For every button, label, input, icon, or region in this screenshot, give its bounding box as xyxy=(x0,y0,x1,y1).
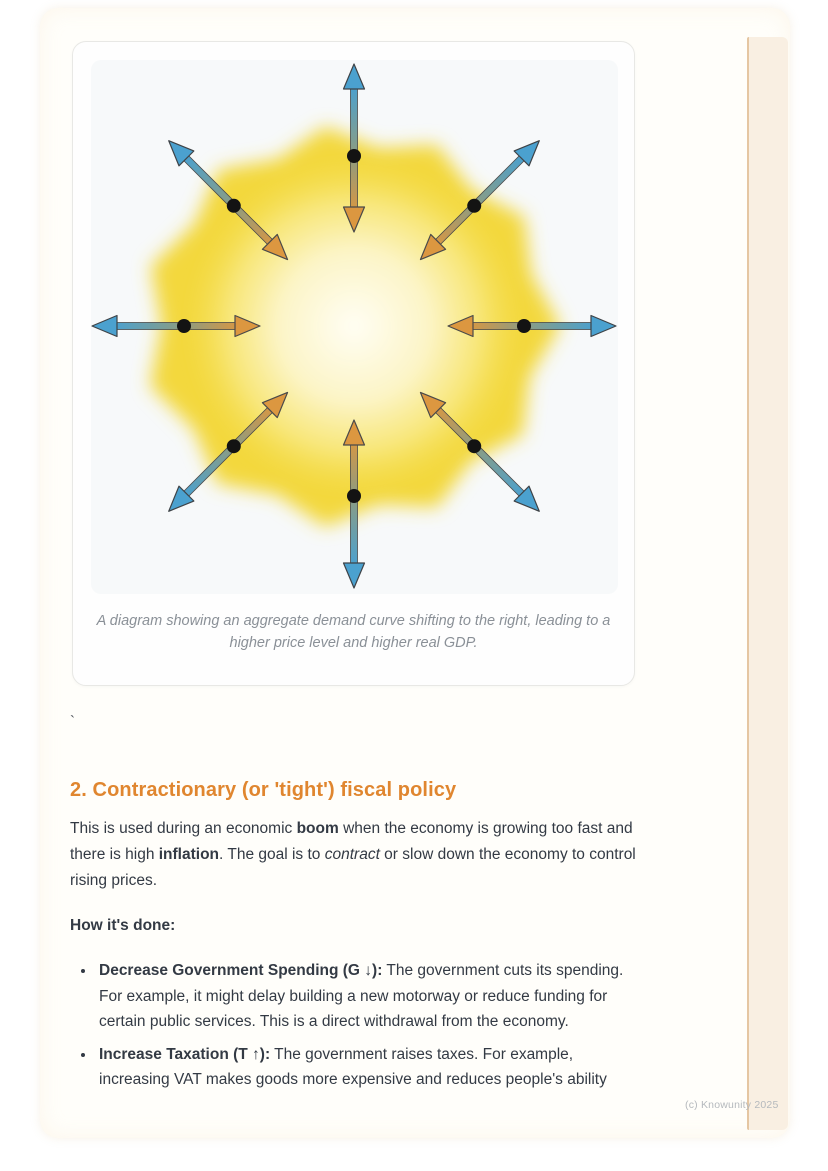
list-item xyxy=(96,1042,636,1093)
intro-italic-contract: contract xyxy=(324,846,380,863)
bullet-list xyxy=(80,958,636,1093)
intro-paragraph xyxy=(70,816,636,894)
figure-card xyxy=(72,41,635,686)
article-body xyxy=(70,712,636,1100)
bullet-bold-lead: Decrease Government Spending (G ↓): xyxy=(99,962,383,979)
intro-text: when the economy is growing too fast and there is high xyxy=(70,820,633,863)
intro-bold-inflation: inflation xyxy=(158,846,220,863)
bullet-bold-lead: Increase Taxation (T ↑): xyxy=(99,1045,271,1063)
stray-backtick: ` xyxy=(70,713,75,730)
intro-bold-boom: boom xyxy=(296,820,339,837)
bullet-text: The government raises taxes. For example, increasing VAT makes goods more expensive and reduces people's ability xyxy=(99,1045,607,1088)
intro-text: This is used during an economic xyxy=(70,820,297,837)
intro-text: or slow down the economy to control rising prices. xyxy=(70,846,636,889)
copyright-watermark: (c) Knowunity 2025 xyxy=(685,1099,779,1111)
document-panel xyxy=(40,8,790,1138)
intro-text: . The goal is to xyxy=(219,846,325,863)
page-edge-strip xyxy=(747,37,788,1130)
list-item xyxy=(96,958,636,1035)
how-its-done-label: How it's done: xyxy=(70,917,176,934)
section-heading: 2. Contractionary (or 'tight') fiscal policy xyxy=(70,779,457,801)
bullet-text: The government cuts its spending. For example, it might delay building a new motorway or reduce funding for certain public services. This is a direct withdrawal from the economy. xyxy=(99,962,624,1030)
figure-image xyxy=(91,60,618,594)
figure-caption: A diagram showing an aggregate demand curve shifting to the right, leading to a higher price level and higher real GDP. xyxy=(96,613,611,651)
sun-arrows-svg xyxy=(91,60,618,594)
